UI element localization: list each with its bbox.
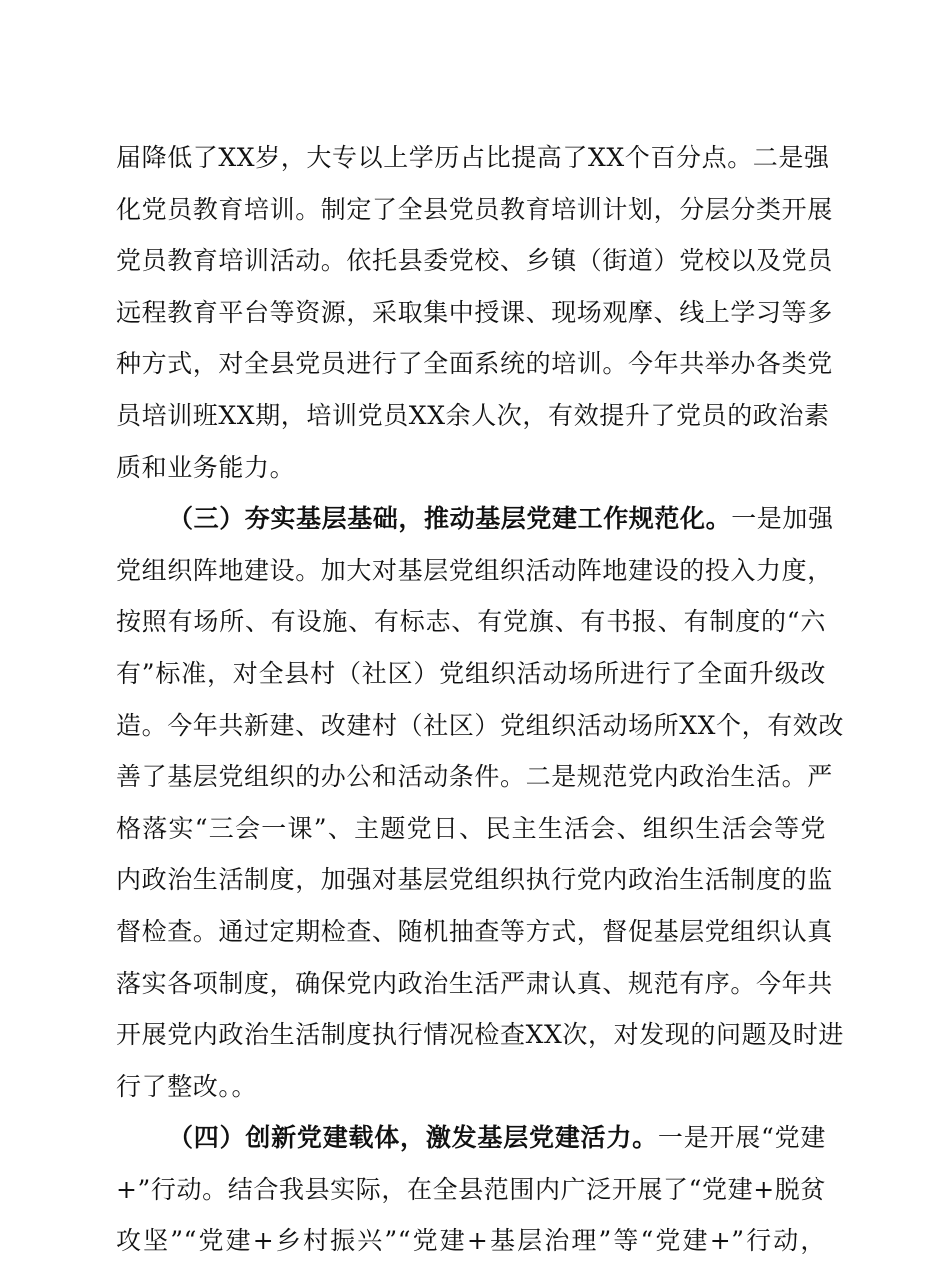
body-line: 质和业务能力。 — [116, 452, 296, 482]
section-heading-line — [116, 493, 834, 545]
body-line: 落实各项制度，确保党内政治生活严肃认真、规范有序。今年共 — [116, 968, 833, 998]
document-body — [116, 132, 844, 1267]
body-text: 一是加强 — [731, 504, 834, 534]
body-line: 攻坚”“党建+乡村振兴”“党建+基层治理”等“党建+”行动， — [116, 1226, 826, 1256]
body-line: +”行动。结合我县实际，在全县范围内广泛开展了“党建+脱贫 — [116, 1174, 826, 1204]
body-line: 有”标准，对全县村（社区）党组织活动场所进行了全面升级改 — [116, 658, 826, 688]
body-line: 届降低了XX岁，大专以上学历占比提高了XX个百分点。二是强 — [116, 143, 830, 172]
body-line: 按照有场所、有设施、有标志、有党旗、有书报、有制度的“六 — [116, 607, 826, 637]
section-heading-line — [116, 1112, 826, 1164]
section-heading: （四）创新党建载体，激发基层党建活力。 — [168, 1123, 658, 1153]
body-line: 化党员教育培训。制定了全县党员教育培训计划，分层分类开展 — [116, 194, 833, 224]
body-line: 种方式，对全县党员进行了全面系统的培训。今年共举办各类党 — [116, 349, 833, 379]
body-line: 行了整改。。 — [116, 1071, 258, 1101]
body-line: 善了基层党组织的办公和活动条件。二是规范党内政治生活。严 — [116, 762, 833, 792]
body-line: 内政治生活制度，加强对基层党组织执行党内政治生活制度的监 — [116, 865, 833, 895]
body-line: 造。今年共新建、改建村（社区）党组织活动场所XX个，有效改 — [116, 710, 844, 740]
body-line: 格落实“三会一课”、主题党日、民主生活会、组织生活会等党 — [116, 813, 826, 843]
body-line: 远程教育平台等资源，采取集中授课、现场观摩、线上学习等多 — [116, 297, 833, 327]
body-line: 员培训班XX期，培训党员XX余人次，有效提升了党员的政治素 — [116, 400, 830, 430]
body-line: 党组织阵地建设。加大对基层党组织活动阵地建设的投入力度， — [116, 555, 833, 585]
section-heading: （三）夯实基层基础，推动基层党建工作规范化。 — [168, 504, 732, 534]
body-line: 开展党内政治生活制度执行情况检查XX次，对发现的问题及时进 — [116, 1020, 844, 1050]
body-text: 一是开展“党建 — [657, 1123, 826, 1153]
body-line: 党员教育培训活动。依托县委党校、乡镇（街道）党校以及党员 — [116, 246, 833, 276]
body-line: 督检查。通过定期检查、随机抽查等方式，督促基层党组织认真 — [116, 916, 833, 946]
